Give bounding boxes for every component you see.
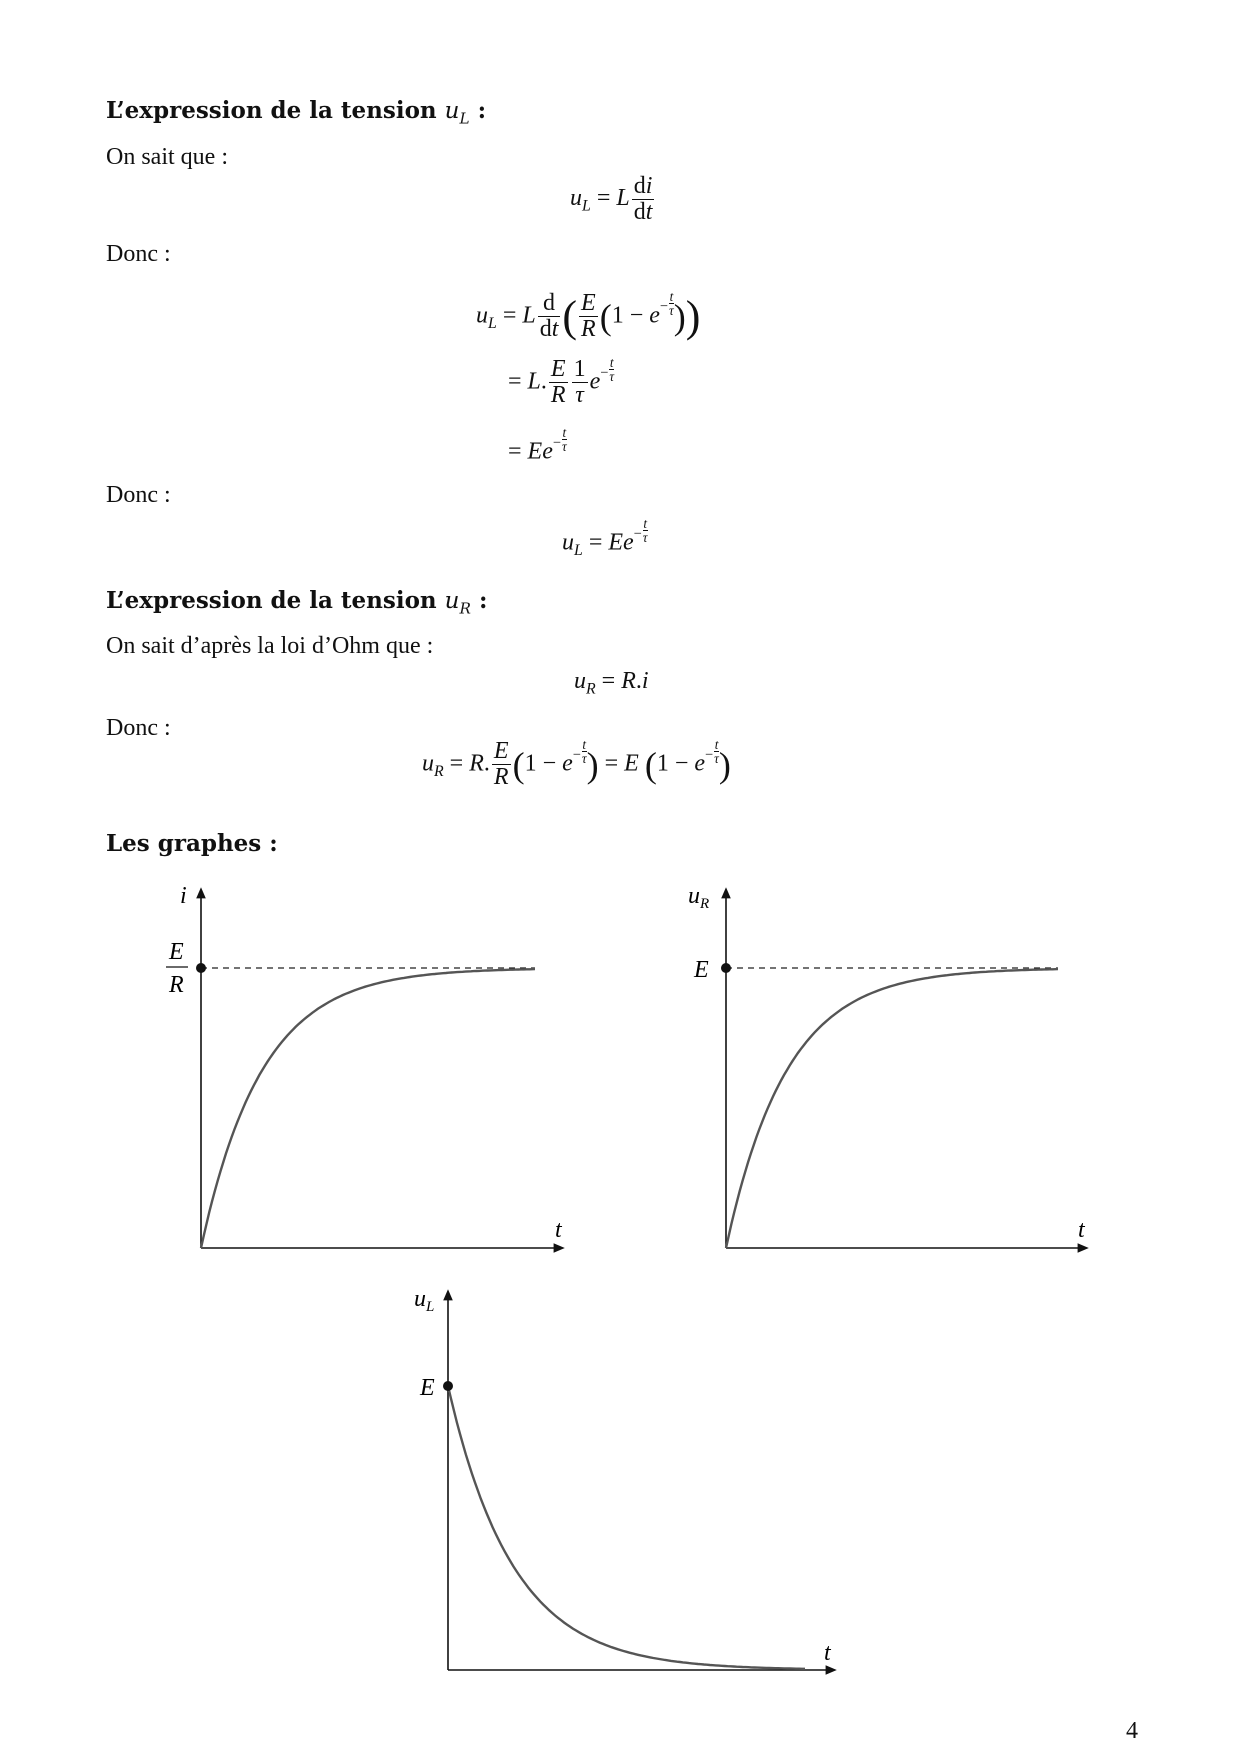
y-axis-label: i [180,883,187,909]
current-curve [201,969,535,1248]
donc-text-3: Donc : [106,715,171,741]
ul-curve [448,1386,805,1669]
page-number: 4 [1126,1718,1138,1744]
x-axis-label: t [555,1217,562,1243]
x-axis-label: t [824,1640,831,1666]
equation-ul-derivation-line2: = L. $\frac{E}{R}$ $\frac{1}{\tau}$ e− $\frac{t}{\tau}$ [508,355,615,409]
donc-text-1: Donc : [106,241,171,267]
graph-current [140,880,580,1260]
y-axis-label: $u_L$ [414,1286,435,1315]
y-axis-label: $u_R$ [688,883,710,912]
graph-ur [660,880,1100,1260]
heading-ur: L’expression de la tension $u_R$ : [106,587,488,618]
level-label: E [420,1375,435,1401]
graph-ul [380,1280,840,1680]
ohm-law-text: On sait d’après la loi d’Ohm que : [106,633,434,659]
donc-text-2: Donc : [106,482,171,508]
equation-ul-derivation-line3: = Ee− $\frac{t}{\tau}$ [508,425,567,465]
level-point [196,963,206,973]
intro-text: On sait que : [106,144,228,170]
equation-ur-definition: $u_R = R.i$ [574,668,649,698]
level-label: E [694,957,709,983]
heading-ul: L’expression de la tension $u_L$ : [106,97,487,128]
level-denominator: R [169,972,184,998]
heading-graphs: Les graphes : [106,830,278,857]
level-numerator: E [169,939,184,965]
level-point [721,963,731,973]
x-axis-label: t [1078,1217,1085,1243]
level-point [443,1381,453,1391]
ur-curve [726,969,1058,1248]
equation-ul-result: $u_L = Ee^-$ $\frac{t}{\tau}$ [562,516,648,559]
equation-ul-derivation-line1: $u_L = L$ $\frac{d}{dt}$ ( $\frac{E}{R}$ (1 − e− $\frac{t}{\tau}$ )) [476,289,701,343]
equation-ul-definition: $u_L = L$ $\frac{di}{dt}$ [570,173,653,226]
equation-ur-result: $u_R = R$. $\frac{E}{R}$ (1 − e− $\frac{t}{\tau}$ ) = E (1 − e− $\frac{t}{\tau}$ ) [422,737,731,791]
